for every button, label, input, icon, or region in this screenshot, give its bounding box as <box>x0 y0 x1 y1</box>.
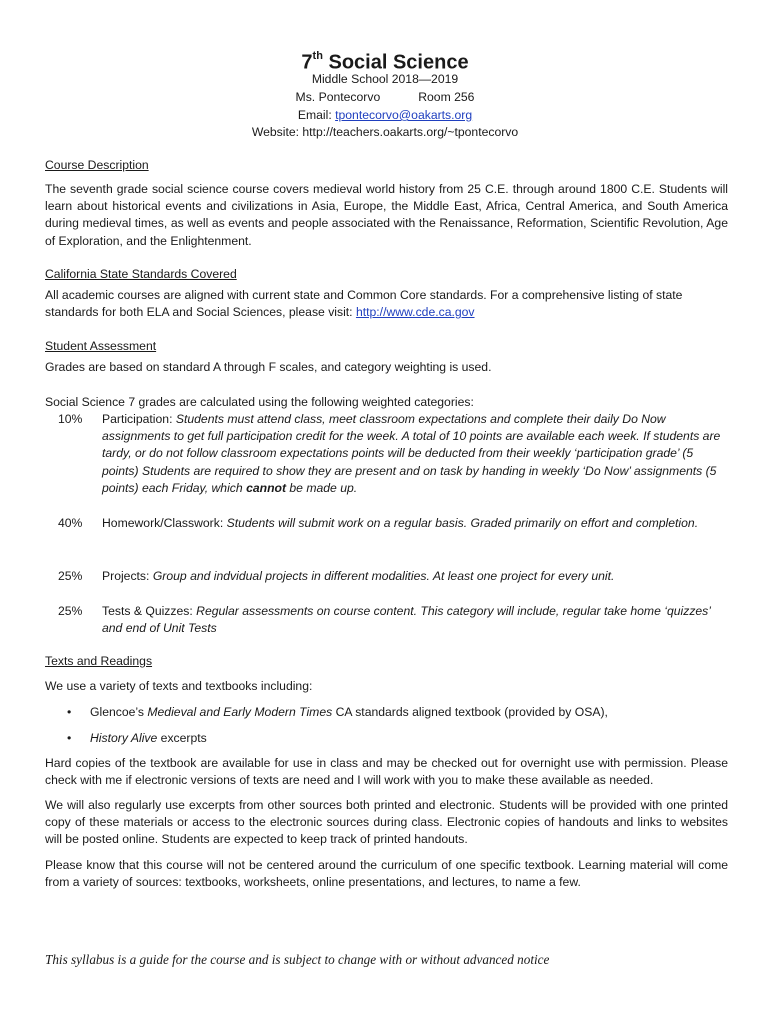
assessment-heading: Student Assessment <box>45 339 157 353</box>
standards-text <box>45 287 728 321</box>
category-percent: 25% <box>58 604 83 618</box>
room-number: Room 256 <box>418 90 475 104</box>
category-label: Tests & Quizzes: <box>102 604 197 618</box>
list-item-text-end: CA standards aligned textbook (provided by OSA), <box>332 705 608 719</box>
list-item-title: Medieval and Early Modern Times <box>147 705 333 719</box>
category-label: Projects: <box>102 569 153 583</box>
email-line <box>0 107 770 123</box>
category-label: Homework/Classwork: <box>102 516 227 530</box>
teacher-name: Ms. Pontecorvo <box>295 90 381 104</box>
category-description: Group and indvidual projects in different modalities. At least one project for every unit. <box>152 569 615 583</box>
curriculum-paragraph: Please know that this course will not be centered around the curriculum of one specific textbook. Learning material will come from a variety of sources: textbooks, worksheets, online presentations, and lectures, to name a few. <box>45 858 728 890</box>
texts-intro: We use a variety of texts and textbooks including: <box>45 679 313 693</box>
cde-link[interactable]: http://www.cde.ca.gov <box>355 305 475 319</box>
teacher-room-line <box>0 89 770 105</box>
course-description-text: The seventh grade social science course covers medieval world history from 25 C.E. through around 1800 C.E. Students will learn about historical events and civilizations in Asia, Europe, the Middle East, Africa, Central America, and South America during medieval times, as well as events and people associated with the Renaissance, Reformation, Scientific Revolution, Age of Exploration, and the Enlightenment. <box>45 182 728 248</box>
textbook-paragraph: Hard copies of the textbook are available for use in class and may be checked out for overnight use with permission. Please check with me if electronic versions of texts are need and I will work with you to make these available as needed. <box>45 756 728 788</box>
category-participation <box>102 411 727 497</box>
category-description: Students will submit work on a regular basis. Graded primarily on effort and completion. <box>226 516 699 530</box>
list-item <box>90 704 608 720</box>
standards-heading: California State Standards Covered <box>45 267 237 281</box>
list-item-title: History Alive <box>90 731 158 745</box>
texts-heading: Texts and Readings <box>45 654 153 668</box>
weighted-categories-line: Social Science 7 grades are calculated using the following weighted categories: <box>45 395 474 409</box>
title-number: 7 <box>301 51 313 74</box>
email-link[interactable]: tpontecorvo@oakarts.org <box>335 108 473 122</box>
excerpts-paragraph: We will also regularly use excerpts from other sources both printed and electronic. Students will be provided with one printed copy of these materials or access to the electronic sources during class. Electronic copies of handouts and links to websites will be posted online. Students are expected to keep track of printed handouts. <box>45 798 728 847</box>
list-item-text-end: excerpts <box>157 731 207 745</box>
list-item <box>90 730 207 746</box>
standards-body: All academic courses are aligned with current state and Common Core standards. For a comprehensive listing of state standards for both ELA and Social Sciences, please visit: <box>45 288 683 319</box>
category-description-end: be made up. <box>286 480 358 495</box>
bullet-icon: • <box>67 731 72 745</box>
category-percent: 25% <box>58 569 83 583</box>
course-description-heading: Course Description <box>45 158 149 172</box>
grades-line: Grades are based on standard A through F scales, and category weighting is used. <box>45 360 492 374</box>
syllabus-disclaimer: This syllabus is a guide for the course and is subject to change with or without advanced notice <box>45 952 550 967</box>
category-homework <box>102 515 727 532</box>
category-percent: 40% <box>58 516 83 530</box>
category-projects <box>102 568 727 585</box>
category-description: Students must attend class, meet classroom expectations and complete their daily Do Now assignments to get full participation credit for the week. A total of 10 points are available each week. If students are tardy, or do not follow classroom expectations points will be deducted from their weekly ‘participation grade’ (5 points) Students are required to show they are present and on task by handing in weekly ‘Do Now’ assignments (5 points) each Friday, which <box>102 412 721 495</box>
bullet-icon: • <box>67 705 72 719</box>
title-text: Social Science <box>322 51 469 74</box>
category-description: Regular assessments on course content. This category will include, regular take home ‘quizzes’ and end of Unit Tests <box>102 604 711 636</box>
category-tests <box>102 603 727 637</box>
school-year-line: Middle School 2018—2019 <box>311 72 459 86</box>
email-label: Email: <box>297 108 336 122</box>
website-line: Website: http://teachers.oakarts.org/~tpontecorvo <box>251 125 519 139</box>
category-emphasis: cannot <box>246 480 287 495</box>
category-percent: 10% <box>58 412 83 426</box>
category-label: Participation: <box>102 412 176 426</box>
title-superscript: th <box>312 50 323 62</box>
list-item-text: Glencoe’s <box>90 705 148 719</box>
